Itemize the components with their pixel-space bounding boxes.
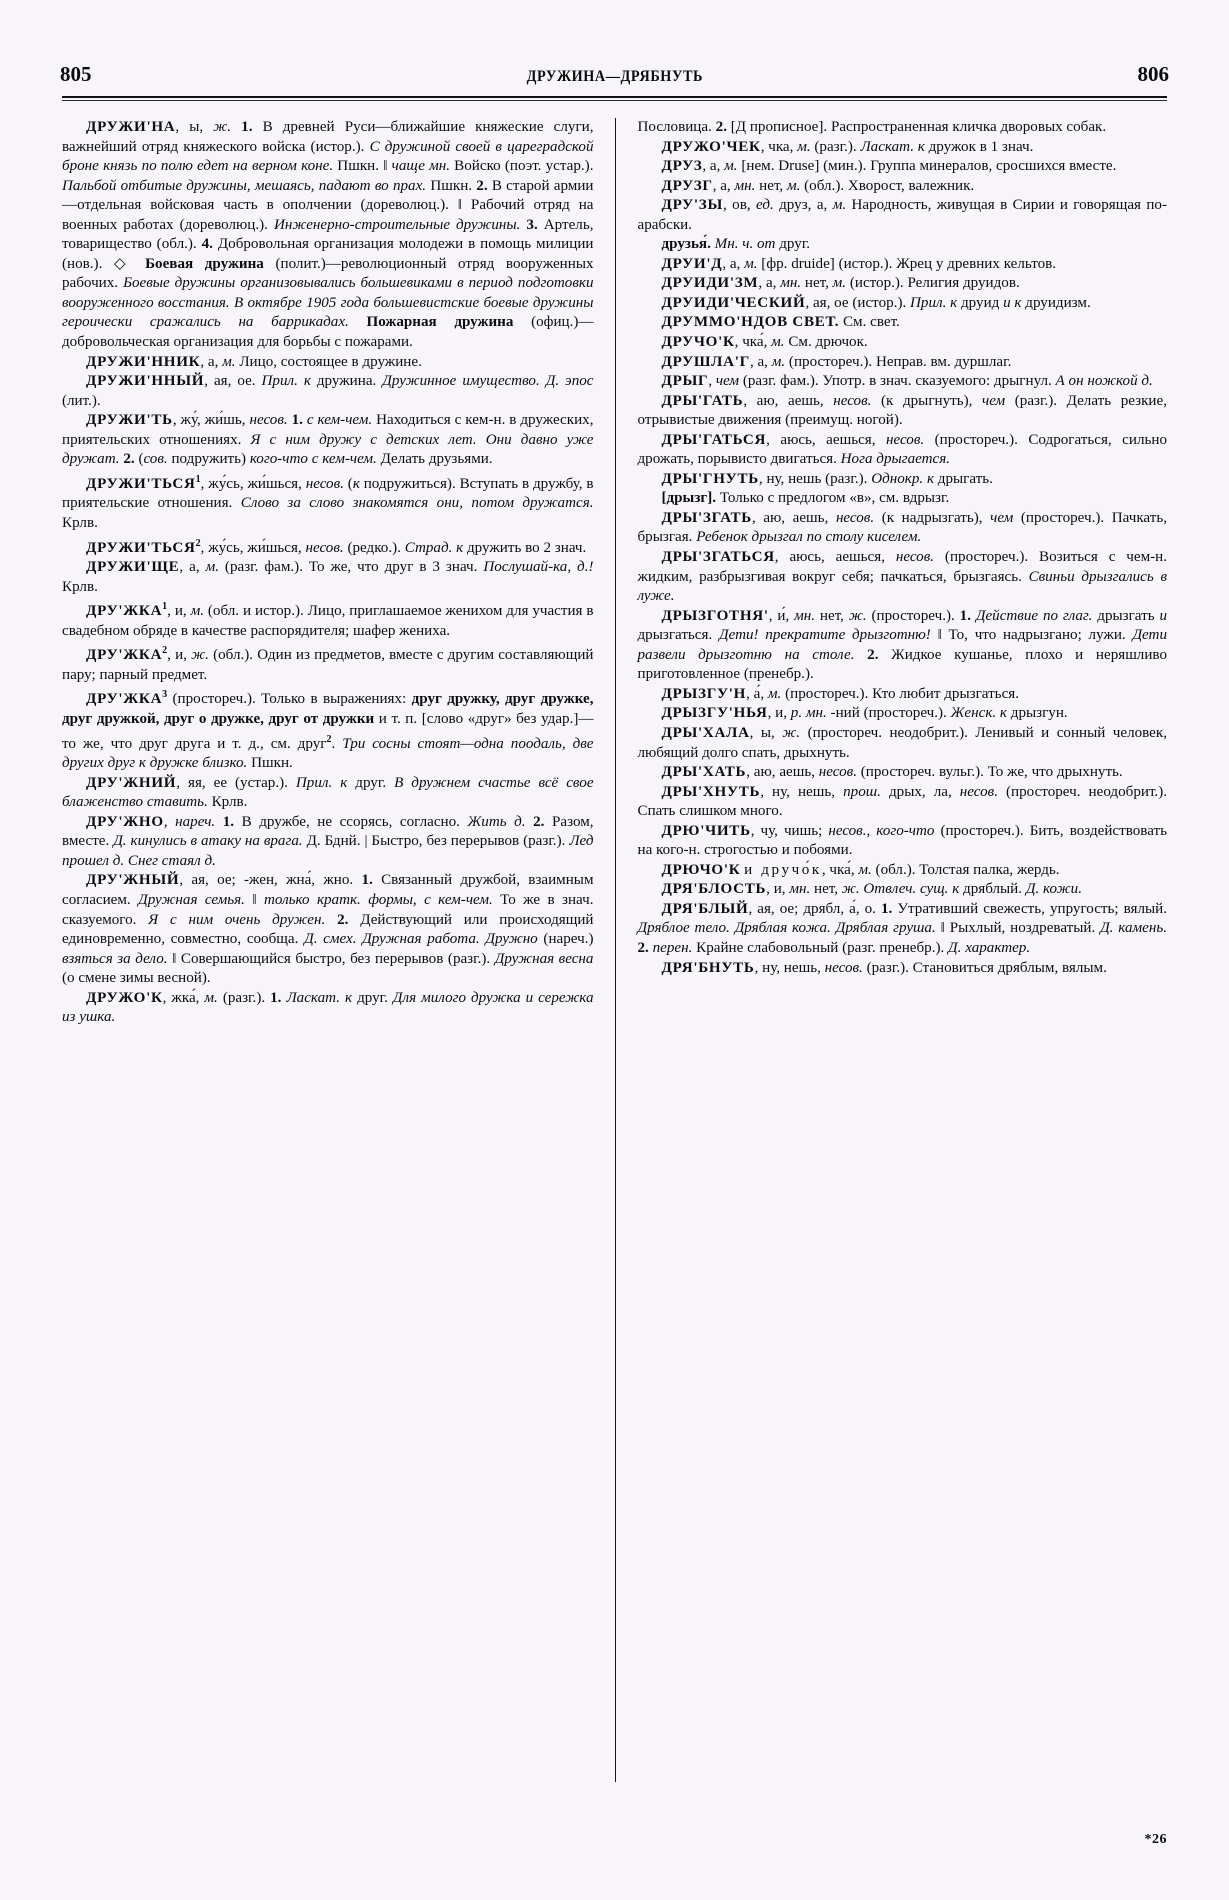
signature-mark: *26	[1144, 1832, 1167, 1847]
dictionary-entry: ДРЫ'ГАТЬСЯ, аюсь, аешься, несов. (простореч.). Содрогаться, сильно дрожать, порывисто двигаться. Нога дрыгается.	[637, 431, 1167, 468]
dictionary-entry: ДРЫ'ГАТЬ, аю, аешь, несов. (к дрыгнуть), чем (разг.). Делать резкие, отрывистые движения (преимущ. ногой).	[637, 392, 1167, 429]
right-column	[615, 118, 1168, 1782]
dictionary-entry: ДРЫЗГУ'НЬЯ, и, р. мн. -ний (простореч.). Женск. к дрызгун.	[661, 705, 1068, 722]
dictionary-entry: ДРУЖО'К, жка́, м. (разг.). 1. Ласкат. к друг. Для милого дружка и сережка из ушка.	[62, 989, 594, 1026]
dictionary-entry: ДРУЖИ'ННЫЙ, ая, ое. Прил. к дружина. Дружинное имущество. Д. эпос (лит.).	[62, 373, 594, 409]
dictionary-entry: ДРУЖИ'ЩЕ, а, м. (разг. фам.). То же, что друг в 3 знач. Послушай-ка, д.! Крлв.	[62, 559, 594, 595]
dictionary-entry: [дрызг]. Только с предлогом «в», см. вдрызг.	[661, 490, 950, 507]
dictionary-entry: ДРЫ'ЗГАТЬСЯ, аюсь, аешься, несов. (простореч.). Возиться с чем-н. жидким, разбрызгивая вокруг себя; пачкаться, брызгаясь. Свиньи дрызгались в луже.	[637, 549, 1167, 605]
dictionary-entry: ДРУ'ЗЫ, ов, ед. друз, а, м. Народность, живущая в Сирии и говорящая по-арабски.	[637, 197, 1167, 233]
entry-continuation: Пословица. 2. [Д прописное]. Распространенная кличка дворовых собак.	[637, 119, 1107, 135]
dictionary-entry: ДРЫЗГОТНЯ', и́, мн. нет, ж. (простореч.). 1. Действие по глаг. дрызгать и дрызгаться. Дети! прекратите дрызготню! ‖ То, что надрызгано; лужи. Дети развели дрызготню на столе. 2. Жидкое кушанье, плохо и неряшливо приготовленное (пренебр.).	[637, 607, 1168, 683]
dictionary-entry: ДРУ'ЖНЫЙ, ая, ое; -жен, жна́, жно. 1. Связанный дружбой, взаимным согласием. Дружная семья. ‖ только кратк. формы, с кем-чем. То же в знач. сказуемого. Я с ним очень дружен. 2. Действующий или происходящий единовременно, совместно, сообща. Д. смех. Дружная работа. Дружно (нареч.) взяться за дело. ‖ Совершающийся быстро, без перерывов (разг.). Дружная весна (о смене зимы весной).	[62, 872, 594, 987]
dictionary-entry: ДРУЖИ'ТЬСЯ$^1$, жу́сь, жи́шься, несов. (к подружиться). Вступать в дружбу, в приятельские отношения. Слово за слово знакомятся они, потом дружатся. Крлв.	[62, 473, 594, 531]
dictionary-entry: ДРУЖО'ЧЕК, чка, м. (разг.). Ласкат. к дружок в 1 знач.	[661, 138, 1034, 155]
columns-container	[62, 118, 1167, 1782]
dictionary-entry: ДРЫ'ХАЛА, ы, ж. (простореч. неодобрит.). Ленивый и сонный человек, любящий долго спать, дрыхнуть.	[637, 724, 1167, 761]
dictionary-entry: ДРЫ'ХАТЬ, аю, аешь, несов. (простореч. вульг.). То же, что дрыхнуть.	[661, 764, 1123, 781]
dictionary-entry: ДРУИ'Д, а, м. [фр. druide] (истор.). Жрец у древних кельтов.	[661, 255, 1057, 272]
dictionary-entry: ДРУЧО'К, чка́, м. См. дрючок.	[661, 334, 868, 351]
running-title: ДРУЖИНА—ДРЯБНУТЬ	[526, 68, 703, 85]
dictionary-entry: ДРУММО'НДОВ СВЕТ. См. свет.	[661, 314, 900, 331]
dictionary-entry: ДРУ'ЖКА$^3$ (простореч.). Только в выражениях: друг дружку, друг дружке, друг дружкой, друг о дружке, друг от дружки и т. п. [слово «друг» без удар.]—то же, что друг друга и т. д., см. друг$^2$. Три сосны стоят—одна поодаль, две других друг к дружке близко. Пшкн.	[62, 689, 594, 772]
dictionary-entry: ДРУШЛА'Г, а, м. (простореч.). Неправ. вм. дуршлаг.	[661, 353, 1012, 370]
dictionary-entry: ДРЮЧО'К и дручо́к, чка́, м. (обл.). Толстая палка, жердь.	[661, 861, 1060, 878]
running-head	[60, 62, 1169, 92]
dictionary-entry: ДРЯ'БНУТЬ, ну, нешь, несов. (разг.). Становиться дряблым, вялым.	[661, 959, 1107, 976]
dictionary-entry: ДРУЖИ'НА, ы, ж. 1. В древней Руси—ближайшие княжеские слуги, важнейший отряд княжеского войска (истор.). С дружиной своей в цареградской броне князь по полю едет на верном коне. Пшкн. ‖ чаще мн. Войско (поэт. устар.). Пальбой отбитые дружины, мешаясь, падают во прах. Пшкн. 2. В старой армии—отдельная войсковая часть в ополчении (дореволюц.). ‖ Рабочий отряд на военных работах (дореволюц.). Инженерно-строительные дружины. 3. Артель, товарищество (обл.). 4. Добровольная организация молодежи в помощь милиции (нов.). ◇ Боевая дружина (полит.)—революционный отряд вооруженных рабочих. Боевые дружины организовывались большевиками в период подготовки вооруженного восстания. В октябре 1905 года большевистские боевые дружины героически сражались на баррикадах. Пожарная дружина (офиц.)—добровольческая организация для борьбы с пожарами.	[62, 119, 594, 351]
dictionary-entry: ДРЫГ, чем (разг. фам.). Употр. в знач. сказуемого: дрыгнул. А он ножкой д.	[661, 373, 1153, 390]
dictionary-entry: ДРЯ'БЛЫЙ, ая, ое; дрябл, а́, о. 1. Утративший свежесть, упругость; вялый. Дряблое тело. Дряблая кожа. Дряблая груша. ‖ Рыхлый, ноздреватый. Д. камень. 2. перен. Крайне слабовольный (разг. пренебр.). Д. характер.	[637, 900, 1167, 956]
dictionary-entry: ДРЫЗГУ'Н, а́, м. (простореч.). Кто любит дрызгаться.	[661, 685, 1019, 702]
dictionary-entry: ДРЮ'ЧИТЬ, чу, чишь; несов., кого-что (простореч.). Бить, воздействовать на кого-н. строгостью и побоями.	[637, 822, 1167, 859]
dictionary-entry: ДРЫ'ЗГАТЬ, аю, аешь, несов. (к надрызгать), чем (простореч.). Пачкать, брызгая. Ребенок дрызгал по столу киселем.	[637, 509, 1167, 546]
dictionary-entry: ДРЫ'ГНУТЬ, ну, нешь (разг.). Однокр. к дрыгать.	[661, 470, 993, 487]
dictionary-entry: ДРУИДИ'ЧЕСКИЙ, ая, ое (истор.). Прил. к друид и к друидизм.	[661, 294, 1091, 311]
folio-right: 806	[1137, 62, 1169, 86]
dictionary-entry: ДРЯ'БЛОСТЬ, и, мн. нет, ж. Отвлеч. сущ. к дряблый. Д. кожи.	[661, 881, 1082, 898]
dictionary-entry: ДРУЖИ'ТЬСЯ$^2$, жу́сь, жи́шься, несов. (редко.). Страд. к дружить во 2 знач.	[86, 537, 587, 556]
dictionary-entry: ДРУ'ЖНИЙ, яя, ее (устар.). Прил. к друг. В дружнем счастье всё свое блаженство ставить. Крлв.	[62, 774, 594, 811]
left-column	[62, 118, 615, 1782]
header-rule	[62, 96, 1167, 101]
dictionary-entry: ДРУЖИ'ТЬ, жу́, жи́шь, несов. 1. с кем-чем. Находиться с кем-н. в дружеских, приятельских отношениях. Я с ним дружу с детских лет. Они давно уже дружат. 2. (сов. подружить) кого-что с кем-чем. Делать друзьями.	[62, 412, 594, 468]
folio-left: 805	[60, 62, 92, 86]
dictionary-entry: ДРУЖИ'ННИК, а, м. Лицо, состоящее в дружине.	[86, 353, 422, 370]
dictionary-entry: ДРУИДИ'ЗМ, а, мн. нет, м. (истор.). Религия друидов.	[661, 275, 1020, 292]
dictionary-entry: ДРУ'ЖКА$^1$, и, м. (обл. и истор.). Лицо, приглашаемое женихом для участия в свадебном обряде в качестве распорядителя; шафер жениха.	[62, 601, 594, 639]
dictionary-entry: ДРУ'ЖНО, нареч. 1. В дружбе, не ссорясь, согласно. Жить д. 2. Разом, вместе. Д. кинулись в атаку на врага. Д. Бднй. | Быстро, без перерывов (разг.). Лед прошел д. Снег стаял д.	[62, 813, 594, 869]
dictionary-entry: ДРУ'ЖКА$^2$, и, ж. (обл.). Один из предметов, вместе с другим составляющий пару; парный предмет.	[62, 645, 594, 683]
dictionary-entry: ДРУЗГ, а, мн. нет, м. (обл.). Хворост, валежник.	[661, 177, 975, 194]
dictionary-entry: друзья́. Мн. ч. от друг.	[661, 236, 811, 253]
dictionary-entry: ДРЫ'ХНУТЬ, ну, нешь, прош. дрых, ла, несов. (простореч. неодобрит.). Спать слишком много.	[637, 783, 1167, 820]
dictionary-entry: ДРУЗ, а, м. [нем. Druse] (мин.). Группа минералов, сросшихся вместе.	[661, 158, 1117, 175]
